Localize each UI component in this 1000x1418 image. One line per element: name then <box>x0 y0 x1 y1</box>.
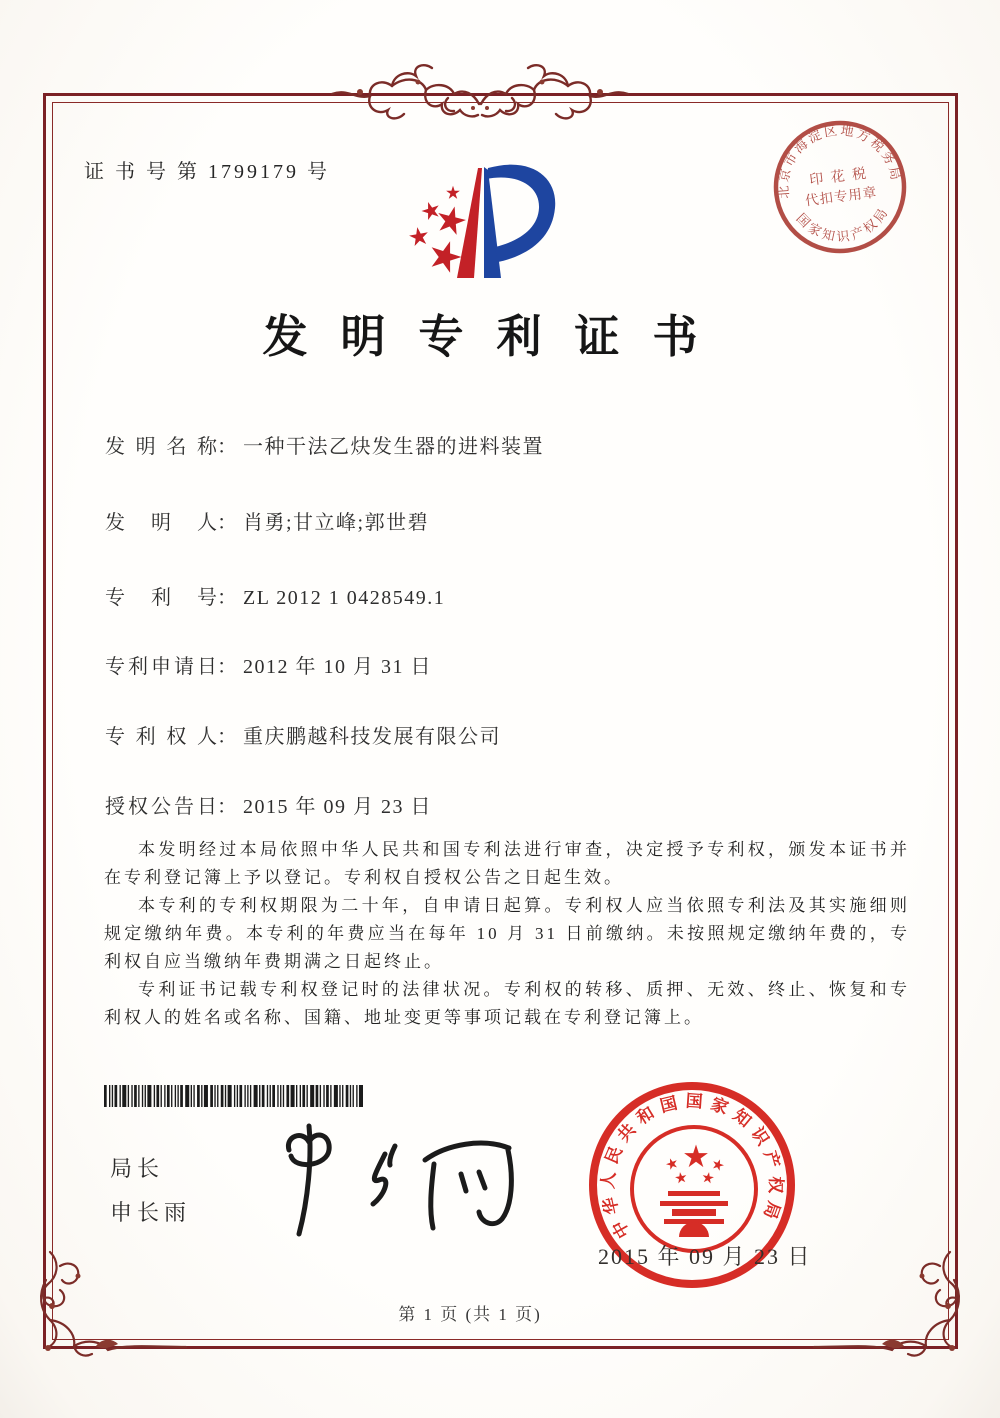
field-list <box>105 430 940 830</box>
field-value: ZL 2012 1 0428549.1 <box>243 587 446 609</box>
field-colon: ： <box>217 726 237 748</box>
legal-paragraph-term-fees: 本专利的专利权期限为二十年，自申请日起算。专利权人应当依照专利法及其实施细则规定缴纳年费。本专利的年费应当在每年 10 月 31 日前缴纳。未按照规定缴纳年费的，专利权自应当缴纳年费期满之日起终止。 <box>104 896 910 971</box>
field-colon: ： <box>217 656 237 678</box>
tax-stamp-top-arc-text: 北京市海淀区地方税务局 <box>775 122 905 200</box>
legal-paragraph-grant: 本发明经过本局依照中华人民共和国专利法进行审查，决定授予专利权，颁发本证书并在专利登记簿上予以登记。专利权自授权公告之日起生效。 <box>104 840 910 887</box>
commissioner-signature <box>255 1118 525 1243</box>
page-number: 第 1 页 (共 1 页) <box>398 1305 542 1324</box>
field-value: 肖勇;甘立峰;郭世碧 <box>243 512 430 534</box>
certificate-title: 发明专利证书 <box>262 312 731 362</box>
commissioner-title: 局长 <box>110 1156 165 1181</box>
field-colon: ： <box>217 436 237 458</box>
field-grant-date <box>105 790 940 819</box>
field-label: 专利申请日 <box>105 656 217 678</box>
legal-paragraph-register: 专利证书记载专利权登记时的法律状况。专利权的转移、质押、无效、终止、恢复和专利权人的姓名或名称、国籍、地址变更等事项记载在专利登记簿上。 <box>104 980 910 1027</box>
field-value: 重庆鹏越科技发展有限公司 <box>243 726 501 748</box>
cnipa-logo <box>395 150 595 290</box>
corner-flourish-bottom-left <box>36 1250 188 1364</box>
field-label: 专利号 <box>105 587 217 609</box>
tax-stamp-bottom-arc-text: 国家知识产权局 <box>793 203 892 245</box>
field-patentee <box>105 720 940 749</box>
field-invention-name <box>105 430 940 459</box>
certificate-number: 证 书 号 第 1799179 号 <box>84 161 330 183</box>
seal-date: 2015 年 09 月 23 日 <box>598 1244 812 1269</box>
field-value: 一种干法乙炔发生器的进料装置 <box>243 436 544 458</box>
field-label: 发明名称 <box>105 436 217 458</box>
seal-arc-text: 中华人民共和国国家知识产权局 <box>598 1091 786 1242</box>
field-patent-number <box>105 581 940 610</box>
national-emblem <box>632 1127 756 1251</box>
field-colon: ： <box>217 512 237 534</box>
field-label: 授权公告日 <box>105 796 217 818</box>
field-colon: ： <box>217 587 237 609</box>
legal-text-block <box>104 836 910 1032</box>
field-filing-date <box>105 650 940 679</box>
svg-text:北京市海淀区地方税务局 <box>770 117 905 200</box>
field-value: 2015 年 09 月 23 日 <box>243 796 432 818</box>
dragon-flourish-ornament <box>330 58 630 120</box>
tax-stamp-center-line1: 印 花 税 <box>808 166 870 189</box>
logo-p-bowl <box>486 165 555 262</box>
commissioner-name: 申长雨 <box>110 1200 192 1225</box>
field-label: 专利权人 <box>105 726 217 748</box>
tax-stamp-center-line2: 代扣专用章 <box>804 184 879 209</box>
logo-red-wedge <box>457 168 482 278</box>
logo-stars <box>408 186 469 275</box>
field-inventors <box>105 506 940 535</box>
field-value: 2012 年 10 月 31 日 <box>243 656 432 678</box>
field-colon: ： <box>217 796 237 818</box>
barcode <box>104 1085 370 1107</box>
corner-flourish-bottom-right <box>812 1250 964 1364</box>
field-label: 发明人 <box>105 512 217 534</box>
stamp-tax-withholding-seal <box>770 117 910 257</box>
